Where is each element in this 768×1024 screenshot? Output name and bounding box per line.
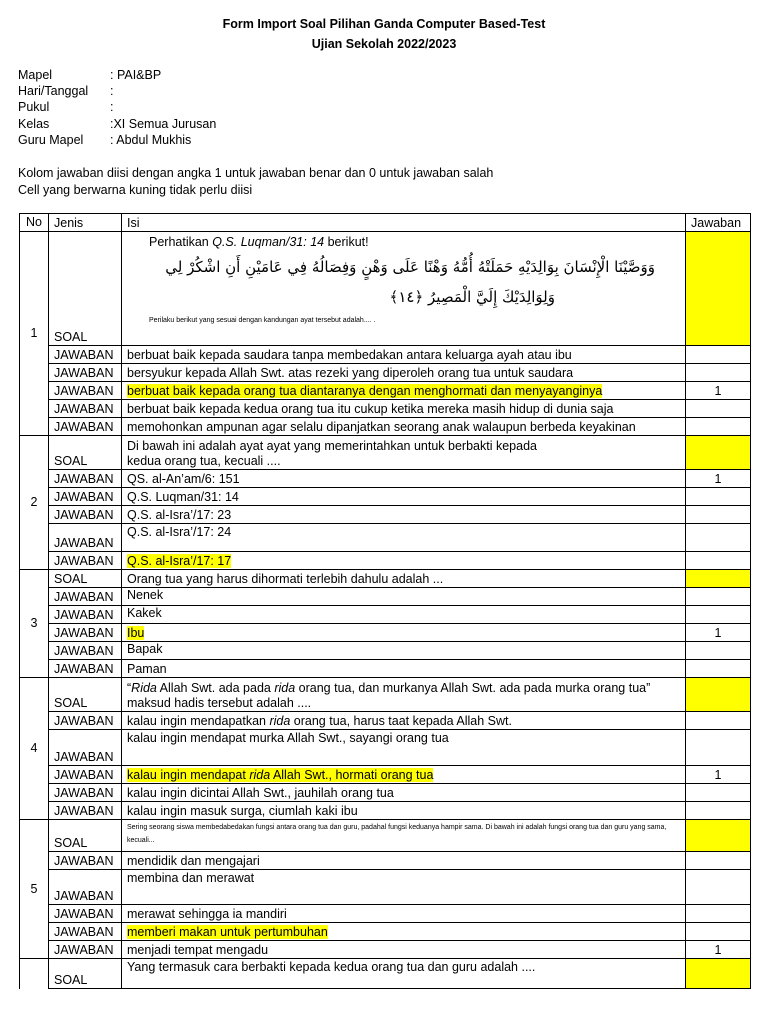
jenis-cell: JAWABAN <box>49 346 122 364</box>
answer-text: merawat sehingga ia mandiri <box>122 905 686 923</box>
answer-text: kalau ingin mendapatkan rida orang tua, harus taat kepada Allah Swt. <box>122 712 686 730</box>
table-row <box>20 678 751 712</box>
jenis-cell: JAWABAN <box>49 400 122 418</box>
arabic-verse: وَوَصَّيْنَا الْإِنْسَانَ بِوَالِدَيْهِ حَمَلَتْهُ أُمُّهُ وَهْنًا عَلَى وَهْنٍ وَفِصَالُهُ فِي عَامَيْنِ أَنِ اشْكُرْ لِي <box>165 258 655 276</box>
table-row <box>20 470 751 488</box>
jawaban-cell: 1 <box>686 382 751 400</box>
instruction-line: Kolom jawaban diisi dengan angka 1 untuk jawaban benar dan 0 untuk jawaban salah <box>18 166 494 180</box>
jawaban-cell <box>686 364 751 382</box>
arabic-verse: وَلِوَالِدَيْكَ إِلَيَّ الْمَصِيرُ ﴿١٤﴾ <box>389 288 555 306</box>
table-row <box>20 959 751 989</box>
jenis-cell: JAWABAN <box>49 588 122 606</box>
meta-pukul: Pukul : <box>18 100 114 115</box>
table-row <box>20 418 751 436</box>
answer-text <box>122 624 686 642</box>
jawaban-cell <box>686 552 751 570</box>
jenis-cell: JAWABAN <box>49 364 122 382</box>
answer-text: bersyukur kepada Allah Swt. atas rezeki yang diperoleh orang tua untuk saudara <box>122 364 686 382</box>
table-row <box>20 712 751 730</box>
jenis-cell: JAWABAN <box>49 624 122 642</box>
answer-text: Nenek <box>122 588 686 606</box>
table-row <box>20 232 751 346</box>
jawaban-cell: 1 <box>686 470 751 488</box>
jenis-cell: SOAL <box>49 570 122 588</box>
table-row <box>20 346 751 364</box>
answer-text <box>122 382 686 400</box>
question-text: Sering seorang siswa membedabedakan fungsi antara orang tua dan guru, padahal fungsi keduanya hampir sama. Di bawah ini adalah fungsi orang tua dan guru yang sama, kecuali... <box>122 820 686 852</box>
instructions <box>18 165 493 198</box>
table-row <box>20 524 751 552</box>
jenis-cell: JAWABAN <box>49 660 122 678</box>
meta-block <box>18 67 216 148</box>
jenis-cell: JAWABAN <box>49 524 122 552</box>
table-row <box>20 588 751 606</box>
table-row <box>20 784 751 802</box>
jenis-cell: JAWABAN <box>49 784 122 802</box>
document-subtitle: Ujian Sekolah 2022/2023 <box>311 37 457 51</box>
answer-text <box>122 923 686 941</box>
jenis-cell: JAWABAN <box>49 730 122 766</box>
jawaban-cell <box>686 852 751 870</box>
jenis-cell: JAWABAN <box>49 506 122 524</box>
highlighted-answer: berbuat baik kepada orang tua diantaranya dengan menghormati dan menyayanginya <box>127 384 603 398</box>
jawaban-cell <box>686 232 751 346</box>
answer-text: Q.S. al-Isra’/17: 23 <box>122 506 686 524</box>
jenis-cell: JAWABAN <box>49 642 122 660</box>
jawaban-cell <box>686 588 751 606</box>
table-row <box>20 730 751 766</box>
jenis-cell: JAWABAN <box>49 470 122 488</box>
answer-text: Kakek <box>122 606 686 624</box>
answer-text: Q.S. al-Isra’/17: 24 <box>122 524 686 552</box>
table-row <box>20 552 751 570</box>
jenis-cell: SOAL <box>49 959 122 989</box>
jenis-cell: JAWABAN <box>49 552 122 570</box>
highlighted-answer: Q.S. al-Isra’/17: 17 <box>127 554 232 568</box>
jawaban-cell <box>686 606 751 624</box>
jawaban-cell <box>686 784 751 802</box>
jawaban-cell <box>686 570 751 588</box>
question-text: “Rida Allah Swt. ada pada rida orang tua, dan murkanya Allah Swt. ada pada murka orang tua” maksud hadis tersebut adalah .... <box>122 678 686 712</box>
answer-text: membina dan merawat <box>122 870 686 905</box>
header-row <box>20 214 751 232</box>
header-isi: Isi <box>122 214 686 232</box>
jawaban-cell: 1 <box>686 624 751 642</box>
answer-text: kalau ingin dicintai Allah Swt., jauhilah orang tua <box>122 784 686 802</box>
table-row <box>20 766 751 784</box>
table-row <box>20 870 751 905</box>
answer-text: kalau ingin mendapat murka Allah Swt., sayangi orang tua <box>122 730 686 766</box>
table-row <box>20 382 751 400</box>
jenis-cell: JAWABAN <box>49 766 122 784</box>
question-text: Orang tua yang harus dihormati terlebih dahulu adalah ... <box>122 570 686 588</box>
question-number: 3 <box>20 570 49 678</box>
meta-guru-mapel: Guru Mapel : Abdul Mukhis <box>18 132 192 147</box>
question-table <box>19 213 751 989</box>
jawaban-cell <box>686 905 751 923</box>
header-no: No <box>20 214 49 232</box>
jawaban-cell <box>686 712 751 730</box>
table-row <box>20 905 751 923</box>
jenis-cell: JAWABAN <box>49 802 122 820</box>
instruction-line: Cell yang berwarna kuning tidak perlu diisi <box>18 182 253 197</box>
meta-mapel: Mapel : PAI&BP <box>18 68 162 82</box>
question-number: 4 <box>20 678 49 820</box>
jawaban-cell <box>686 346 751 364</box>
jawaban-cell <box>686 820 751 852</box>
question-text: Perhatikan Q.S. Luqman/31: 14 berikut! وَوَصَّيْنَا الْإِنْسَانَ بِوَالِدَيْهِ حَمَلَتْهُ أُمُّهُ وَهْنًا عَلَى وَهْنٍ وَفِصَالُهُ فِي عَامَيْنِ أَنِ اشْكُرْ لِي وَلِوَالِدَيْكَ إِلَيَّ الْمَصِيرُ ﴿١٤﴾ Perilaku berikut yang sesuai dengan kandungan ayat tersebut adalah.... . <box>122 232 686 346</box>
table-row <box>20 923 751 941</box>
answer-text: menjadi tempat mengadu <box>122 941 686 959</box>
highlighted-answer: Ibu <box>127 626 145 640</box>
answer-text: kalau ingin masuk surga, ciumlah kaki ibu <box>122 802 686 820</box>
jawaban-cell <box>686 400 751 418</box>
meta-kelas: Kelas :XI Semua Jurusan <box>18 116 217 131</box>
table-row <box>20 852 751 870</box>
meta-hari-tanggal: Hari/Tanggal : <box>18 84 114 99</box>
jawaban-cell <box>686 959 751 989</box>
jenis-cell: SOAL <box>49 820 122 852</box>
table-row <box>20 660 751 678</box>
jawaban-cell <box>686 436 751 470</box>
table-row <box>20 802 751 820</box>
jawaban-cell <box>686 488 751 506</box>
jawaban-cell <box>686 660 751 678</box>
jenis-cell: SOAL <box>49 232 122 346</box>
highlighted-answer: kalau ingin mendapat rida Allah Swt., hormati orang tua <box>127 768 434 782</box>
document-title: Form Import Soal Pilihan Ganda Computer Based-Test <box>222 17 546 31</box>
table-row <box>20 400 751 418</box>
jenis-cell: JAWABAN <box>49 870 122 905</box>
jenis-cell: SOAL <box>49 436 122 470</box>
question-number: 2 <box>20 436 49 570</box>
answer-text: QS. al-An’am/6: 151 <box>122 470 686 488</box>
answer-text: berbuat baik kepada kedua orang tua itu cukup ketika mereka masih hidup di dunia saja <box>122 400 686 418</box>
jenis-cell: JAWABAN <box>49 382 122 400</box>
question-number <box>20 959 49 989</box>
table-row <box>20 606 751 624</box>
answer-text: Paman <box>122 660 686 678</box>
answer-text: memohonkan ampunan agar selalu dipanjatkan seorang anak walaupun berbeda keyakinan <box>122 418 686 436</box>
question-text: Di bawah ini adalah ayat ayat yang memerintahkan untuk berbakti kepada kedua orang tua, kecuali .... <box>122 436 686 470</box>
jawaban-cell: 1 <box>686 766 751 784</box>
jenis-cell: JAWABAN <box>49 712 122 730</box>
jenis-cell: JAWABAN <box>49 923 122 941</box>
question-note: Perilaku berikut yang sesuai dengan kandungan ayat tersebut adalah.... . <box>149 317 376 324</box>
answer-text: berbuat baik kepada saudara tanpa membedakan antara keluarga ayah atau ibu <box>122 346 686 364</box>
table-row <box>20 488 751 506</box>
table-row <box>20 941 751 959</box>
table-row <box>20 624 751 642</box>
jawaban-cell <box>686 506 751 524</box>
jawaban-cell <box>686 642 751 660</box>
jawaban-cell: 1 <box>686 941 751 959</box>
jawaban-cell <box>686 870 751 905</box>
answer-text: mendidik dan mengajari <box>122 852 686 870</box>
jenis-cell: JAWABAN <box>49 606 122 624</box>
answer-text <box>122 766 686 784</box>
answer-text: Bapak <box>122 642 686 660</box>
table-row <box>20 506 751 524</box>
highlighted-answer: memberi makan untuk pertumbuhan <box>127 925 328 939</box>
jenis-cell: JAWABAN <box>49 488 122 506</box>
header-jenis: Jenis <box>49 214 122 232</box>
table-row <box>20 820 751 852</box>
jenis-cell: JAWABAN <box>49 418 122 436</box>
question-text: Yang termasuk cara berbakti kepada kedua orang tua dan guru adalah .... <box>122 959 686 989</box>
jenis-cell: JAWABAN <box>49 852 122 870</box>
jenis-cell: JAWABAN <box>49 941 122 959</box>
answer-text: Q.S. Luqman/31: 14 <box>122 488 686 506</box>
table-row <box>20 642 751 660</box>
jawaban-cell <box>686 524 751 552</box>
jawaban-cell <box>686 923 751 941</box>
jawaban-cell <box>686 418 751 436</box>
question-number: 5 <box>20 820 49 959</box>
table-row <box>20 570 751 588</box>
jenis-cell: JAWABAN <box>49 905 122 923</box>
jawaban-cell <box>686 802 751 820</box>
table-row <box>20 436 751 470</box>
answer-text <box>122 552 686 570</box>
header-jawaban: Jawaban <box>686 214 751 232</box>
table-row <box>20 364 751 382</box>
jawaban-cell <box>686 678 751 712</box>
question-number: 1 <box>20 232 49 436</box>
jawaban-cell <box>686 730 751 766</box>
jenis-cell: SOAL <box>49 678 122 712</box>
